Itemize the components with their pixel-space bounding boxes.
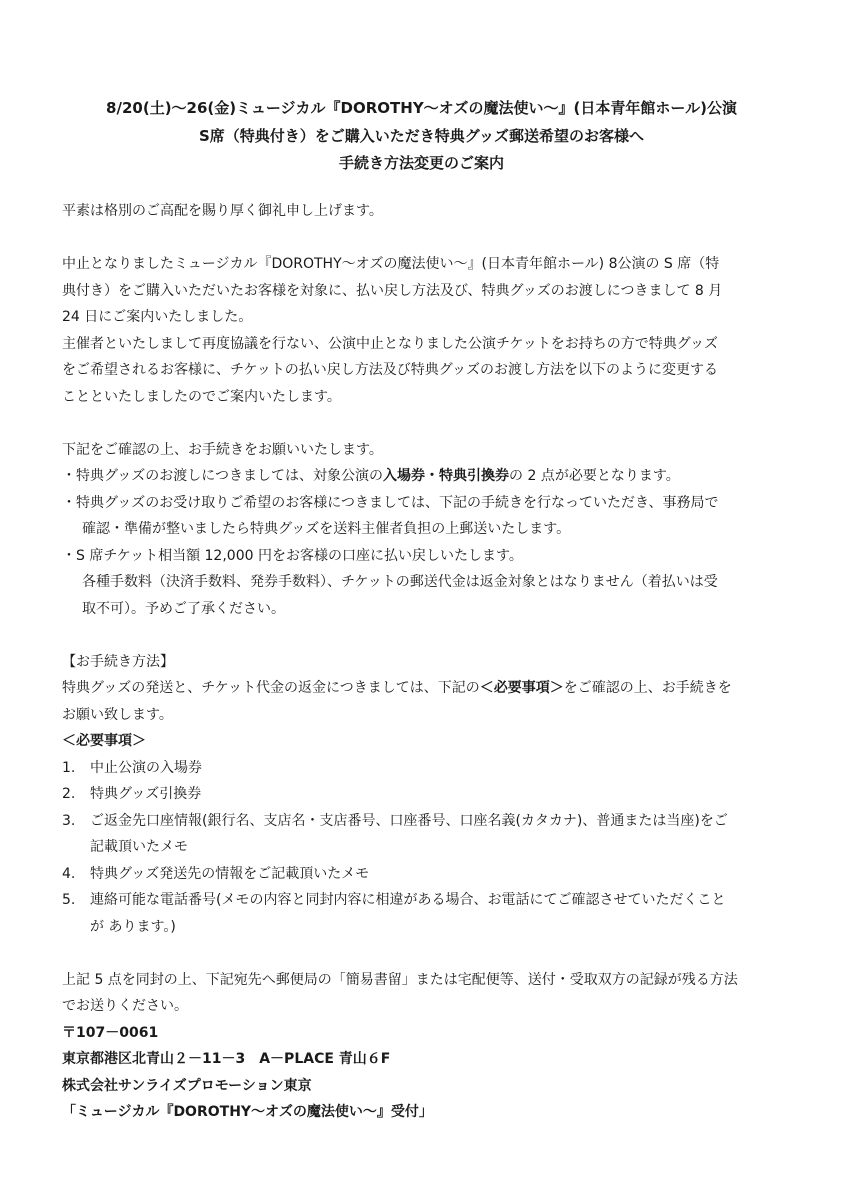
bullet-item-3-cont: 各種手数料（決済手数料、発券手数料）、チケットの郵送代金は返金対象とはなりません（着払いは受 [82,574,718,590]
title-line-2: S席（特典付き）をご購入いただき特典グッズ郵送希望のお客様へ [198,127,645,145]
bullet-item-1 [62,463,782,490]
bullet-emphasis: 入場券・特典引換券 [383,468,510,484]
list-item [62,781,782,808]
list-item-text: 連絡可能な電話番号(メモの内容と同封内容に相違がある場合、お電話にてご確認させていただくこと [90,892,726,908]
procedure-emphasis: ＜必要事項＞ [479,680,564,696]
list-item-text-cont: が あります。) [90,918,176,935]
procedure-desc-line [62,675,782,702]
spacer [62,225,782,252]
requirements-heading: ＜必要事項＞ [62,733,146,749]
procedure-text: 特典グッズの発送と、チケット代金の返金につきましては、下記の [62,680,480,696]
title-line-1: 8/20(土)〜26(金)ミュージカル『DOROTHY〜オズの魔法使い〜』(日本青年館ホール)公演 [106,99,737,117]
spacer [62,940,782,967]
paragraph-line: ことといたしましたのでご案内いたします。 [62,388,341,405]
title-line-3: 手続き方法変更のご案内 [338,154,504,172]
bullet-item-2-cont: 確認・準備が整いましたら特典グッズを送料主催者負担の上郵送いたします。 [82,521,571,537]
list-item [62,755,782,782]
bullet-text: ・特典グッズのお渡しにつきましては、対象公演の [62,468,384,484]
paragraph-line: をご希望されるお客様に、チケットの払い戻し方法及び特典グッズのお渡し方法を以下のように変更する [62,362,719,378]
list-item-text: 特典グッズ発送先の情報をご記載頂いたメモ [90,865,370,882]
list-number: 3. [62,812,76,829]
bullet-item-3: ・S 席チケット相当額 12,000 円をお客様の口座に払い戻しいたします。 [62,547,523,564]
list-item-text: ご返金先口座情報(銀行名、支店名・支店番号、口座番号、口座名義(カタカナ)、普通または当座)をご [90,812,728,829]
procedure-section [62,649,782,941]
list-item-text-cont: 記載頂いたメモ [90,839,188,855]
procedure-desc-line: お願い致します。 [62,706,173,723]
shipping-section [62,967,782,1126]
list-item-text: 特典グッズ引換券 [90,786,202,802]
shipping-line: 上記 5 点を同封の上、下記宛先へ郵便局の「簡易書留」または宅配便等、送付・受取双方の記録が残る方法 [62,971,738,988]
list-item-text: 中止公演の入場券 [90,759,202,776]
postal-code: 〒107－0061 [62,1024,159,1041]
list-number: 4. [62,865,76,882]
bullet-item-3-cont: 取不可）。予めご了承ください。 [82,600,285,617]
company-name: 株式会社サンライズプロモーション東京 [62,1077,312,1094]
address: 東京都港区北青山２－11－3 A－PLACE 青山６F [62,1051,391,1067]
document-body [62,198,782,1126]
spacer [62,622,782,649]
notice-section [62,437,782,623]
bullet-item-2: ・特典グッズのお受け取りご希望のお客様につきましては、下記の手続きを行なっていただき、事務局で [62,494,719,511]
paragraph-change [62,331,782,411]
procedure-text: をご確認の上、お手続きを [563,680,732,696]
list-item [62,887,782,940]
list-item [62,808,782,861]
paragraph-line: 24 日にご案内いたしました。 [62,309,253,325]
paragraph-line: 中止となりましたミュージカル『DOROTHY〜オズの魔法使い〜』(日本青年館ホール) 8公演の S 席（特 [62,256,720,272]
requirements-list [62,755,782,941]
paragraph-cancellation [62,251,782,331]
list-item [62,861,782,888]
paragraph-line: 典付き）をご購入いただいたお客様を対象に、払い戻し方法及び、特典グッズのお渡しにつきまして 8 月 [62,282,723,299]
notice-intro: 下記をご確認の上、お手続きをお願いいたします。 [62,441,383,458]
paragraph-line: 主催者といたしまして再度協議を行ない、公演中止となりました公演チケットをお持ちの方で特典グッズ [62,335,719,352]
list-number: 2. [62,786,76,802]
recipient-attn: 「ミュージカル『DOROTHY〜オズの魔法使い〜』受付」 [62,1104,433,1120]
list-number: 1. [62,759,76,776]
spacer [62,410,782,437]
list-number: 5. [62,892,76,908]
procedure-heading: 【お手続き方法】 [62,653,174,670]
shipping-line: でお送りください。 [62,998,188,1014]
bullet-text: の 2 点が必要となります。 [509,468,680,484]
greeting: 平素は格別のご高配を賜り厚く御礼申し上げます。 [62,203,383,219]
